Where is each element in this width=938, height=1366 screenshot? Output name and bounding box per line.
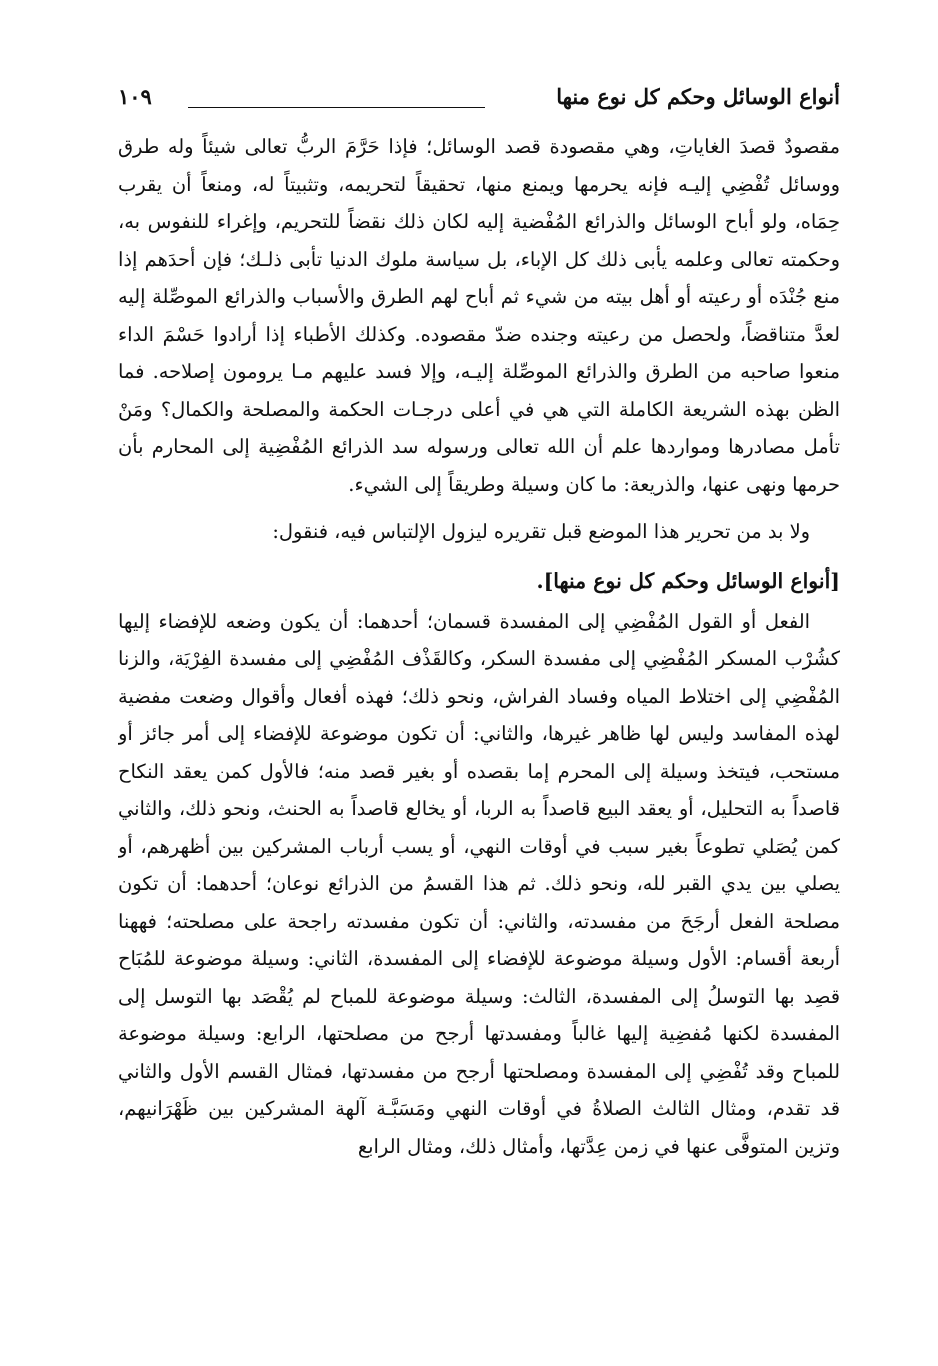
page-header [118,78,840,122]
section-heading: [أنواع الوسائل وحكم كل نوع منها]. [536,568,840,593]
body-paragraph-1: مقصودٌ قصدَ الغاياتِ، وهي مقصودة قصد الوسائل؛ فإذا حَرَّمَ الربُّ تعالى شيئاً وله طرق ووسائل تُفْضِي إليـه فإنه يحرمها ويمنع منها، تحقيقاً لتحريمه، وتثبيتاً له، ومنعاً أن يقرب حِمَاه، ولو أباح الوسائل والذرائع المُفْضية إليه لكان ذلك نقضاً للتحريم، وإغراء للنفوس به، وحكمته تعالى وعلمه يأبى ذلك كل الإباء، بل سياسة ملوك الدنيا تأبى ذلـك؛ فإن أحدَهم إذا منع جُنْدَه أو رعيته أو أهل بيته من شيء ثم أباح لهم الطرق والأسباب والذرائع الموصِّلة إليه لعدَّ متناقضاً، ولحصل من رعيته وجنده ضدّ مقصوده. وكذلك الأطباء إذا أرادوا حَسْمَ الداء منعوا صاحبه من الطرق والذرائع الموصِّلة إليـه، وإلا فسد عليهم مـا يرومون إصلاحه. فما الظن بهذه الشريعة الكاملة التي هي في أعلى درجـات الحكمة والمصلحة والكمال؟ ومَنْ تأمل مصادرها ومواردها علم أن الله تعالى ورسوله سد الذرائع المُفْضِية إلى المحارم بأن حرمها ونهى عنها، والذريعة: ما كان وسيلة وطريقاً إلى الشيء. [118,135,840,496]
running-title: أنواع الوسائل وحكم كل نوع منها [556,84,840,109]
paragraph-gap [118,503,840,513]
book-page [118,78,840,1348]
body-paragraph-2: ولا بد من تحرير هذا الموضع قبل تقريره ليزول الإلتباس فيه، فنقول: [272,520,810,543]
header-rule [188,107,485,108]
section-paragraph: الفعل أو القول المُفْضِي إلى المفسدة قسمان؛ أحدهما: أن يكون وضعه للإفضاء إليها كشُرْب المسكر المُفْضِي إلى مفسدة السكر، وكالقَذْف المُفْضِي إلى مفسدة الفِرْيَة، والزنا المُفْضِي إلى اختلاط المياه وفساد الفراش، ونحو ذلك؛ فهذه أفعال وأقوال وضعت مفضية لهذه المفاسد وليس لها ظاهر غيرها، والثاني: أن تكون موضوعة للإفضاء إلى أمر جائز أو مستحب، فيتخذ وسيلة إلى المحرم إما بقصده أو بغير قصد منه؛ فالأول كمن يعقد النكاح قاصداً به التحليل، أو يعقد البيع قاصداً به الربا، أو يخالع قاصداً به الحنث، ونحو ذلك، والثاني كمن يُصَلي تطوعاً بغير سبب في أوقات النهي، أو يسب أرباب المشركين بين أظهرهم، أو يصلي بين يدي القبر لله، ونحو ذلك. ثم هذا القسمُ من الذرائع نوعان؛ أحدهما: أن تكون مصلحة الفعل أرجَحَ من مفسدته، والثاني: أن تكون مفسدته راجحة على مصلحته؛ فههنا أربعة أقسام: الأول وسيلة موضوعة للإفضاء إلى المفسدة، الثاني: وسيلة موضوعة للمُبَاح قصِد بها التوسلُ إلى المفسدة، الثالث: وسيلة موضوعة للمباح لم يُقْصَد بها التوسل إلى المفسدة لكنها مُفضِية إليها غالباً ومفسدتها أرجح من مصلحتها، الرابع: وسيلة موضوعة للمباح وقد تُفْضِي إلى المفسدة ومصلحتها أرجح من مفسدتها، فمثال القسم الأول والثاني قد تقدم، ومثال الثالث الصلاةُ في أوقات النهي ومَسَبَّـة آلهة المشركين بين ظَهْرَانيهم، وتزين المتوفَّى عنها في زمن عِدَّتها، وأمثال ذلك، ومثال الرابع [118,609,840,1158]
body-text [118,128,840,1165]
page-number: ١٠٩ [118,84,152,109]
